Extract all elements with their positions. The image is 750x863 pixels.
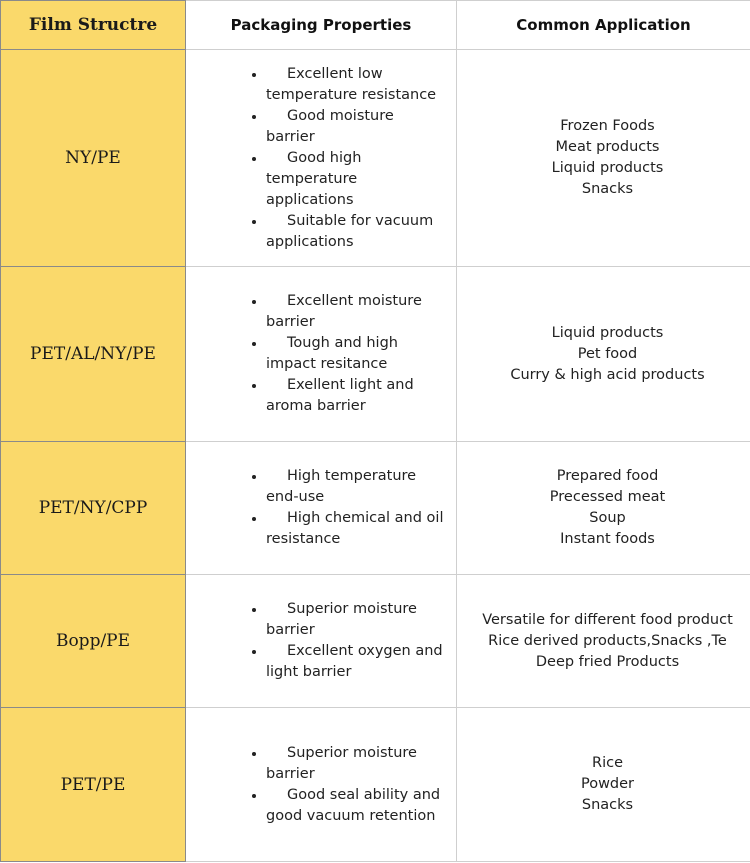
application-item: Precessed meat [549, 489, 666, 505]
applications-cell [457, 50, 750, 267]
film-structure-cell: Bopp/PE [1, 575, 186, 708]
property-item: • Good seal ability and good vacuum retention [266, 785, 446, 827]
properties-list [186, 599, 456, 683]
properties-cell [186, 708, 457, 862]
film-structure-cell: PET/NY/CPP [1, 442, 186, 575]
application-item: Liquid products [551, 160, 664, 176]
applications-cell [457, 708, 750, 862]
properties-list [186, 743, 456, 827]
application-item: Instant foods [560, 531, 655, 547]
application-item: Curry & high acid products [510, 366, 705, 383]
table-row [1, 442, 750, 575]
application-item: Prepared food [556, 468, 659, 484]
table-row [1, 708, 750, 862]
application-item: Liquid products [551, 324, 664, 341]
table-row [1, 267, 750, 442]
film-structure-cell: PET/PE [1, 708, 186, 862]
film-structure-cell: NY/PE [1, 50, 186, 267]
property-item: • Good high temperature applications [266, 148, 446, 211]
header-film-structure: Film Structre [1, 1, 186, 50]
application-item: Frozen Foods [560, 118, 655, 134]
applications-cell [457, 267, 750, 442]
property-item: • Exellent light and aroma barrier [266, 375, 446, 417]
application-item: Rice derived products,Snacks ,Te [488, 632, 727, 649]
property-item: • Suitable for vacuum applications [266, 211, 446, 253]
film-structure-cell: PET/AL/NY/PE [1, 267, 186, 442]
property-item: • High chemical and oil resistance [266, 508, 446, 550]
header-row [1, 1, 750, 50]
property-item: • Superior moisture barrier [266, 599, 446, 641]
properties-cell [186, 267, 457, 442]
property-item: • Tough and high impact resitance [266, 333, 446, 375]
property-item: • High temperature end-use [266, 466, 446, 508]
application-item: Versatile for different food product [482, 611, 733, 628]
application-item: Meat products [555, 139, 660, 155]
table-row [1, 575, 750, 708]
property-item: • Good moisture barrier [266, 106, 446, 148]
header-packaging-properties: Packaging Properties [186, 1, 457, 50]
application-item: Pet food [577, 345, 638, 362]
application-item: Deep fried Products [535, 653, 680, 670]
applications-cell [457, 575, 750, 708]
properties-cell [186, 442, 457, 575]
application-item: Powder [580, 776, 635, 792]
application-item: Soup [589, 510, 626, 526]
properties-cell [186, 575, 457, 708]
application-item: Snacks [581, 181, 634, 197]
application-item: Snacks [581, 797, 634, 813]
table-row [1, 50, 750, 267]
properties-cell [186, 50, 457, 267]
property-item: • Excellent oxygen and light barrier [266, 641, 446, 683]
properties-list [186, 466, 456, 550]
property-item: • Excellent moisture barrier [266, 291, 446, 333]
applications-cell [457, 442, 750, 575]
property-item: • Excellent low temperature resistance [266, 64, 446, 106]
properties-list [186, 64, 456, 253]
application-item: Rice [592, 755, 623, 771]
property-item: • Superior moisture barrier [266, 743, 446, 785]
properties-list [186, 291, 456, 417]
header-common-application: Common Application [457, 1, 750, 50]
